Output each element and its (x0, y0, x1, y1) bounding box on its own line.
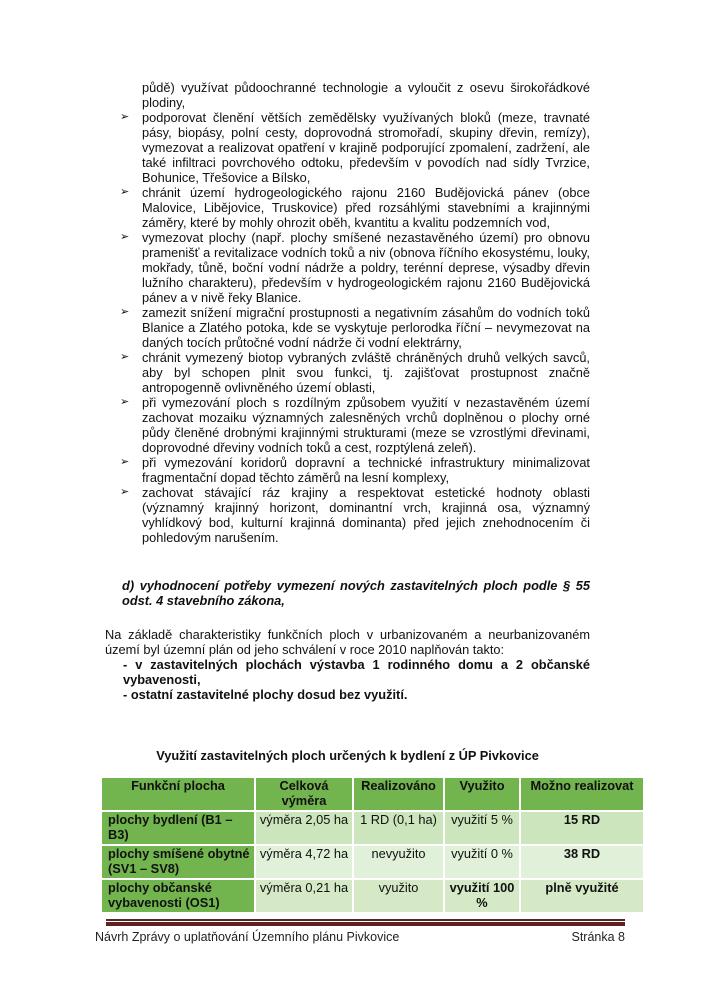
table-row (102, 880, 643, 912)
footer-document-title: Návrh Zprávy o uplatňování Územního plánu Pivkovice (95, 930, 400, 944)
footer-rule-thick-line (106, 922, 625, 926)
bullet-text: při vymezování koridorů dopravní a technické infrastruktury minimalizovat fragmentační dopad těchto záměrů na lesní komplexy, (142, 455, 590, 485)
table-cell: výměra 0,21 ha (256, 880, 352, 912)
table-header-row (102, 778, 643, 810)
sub-item-other: - ostatní zastavitelné plochy dosud bez využití. (123, 687, 408, 702)
section-heading: d) vyhodnocení potřeby vymezení nových zastavitelných ploch podle § 55 odst. 4 stavebního zákona, (122, 578, 590, 608)
table-cell: výměra 2,05 ha (256, 812, 352, 844)
content-area (105, 80, 590, 702)
bullet-list (105, 110, 590, 545)
table-cell: 1 RD (0,1 ha) (354, 812, 443, 844)
table-cell: využito (354, 880, 443, 912)
header-cell-vyuzito: Využito (445, 778, 519, 810)
arrow-bullet-icon: ➢ (120, 456, 130, 468)
bullet-text: podporovat členění větších zemědělsky využívaných bloků (meze, travnaté pásy, biopásy, polní cesty, doprovodná stromořadí, skupiny dřevin, remízy), vymezovat a realizovat opatření v krajině podporující zpomalení, zadržení, ale také infiltraci povrchového odtoku, především v povodích nad sídly Tvrzice, Bohunice, Třešovice a Bílsko, (142, 110, 590, 185)
arrow-bullet-icon: ➢ (120, 351, 130, 363)
arrow-bullet-icon: ➢ (120, 396, 130, 408)
usage-table (100, 776, 645, 914)
bullet-item (105, 395, 590, 455)
page-number: Stránka 8 (571, 930, 625, 944)
header-cell-realizovano: Realizováno (354, 778, 443, 810)
bullet-item (105, 455, 590, 485)
arrow-bullet-icon: ➢ (120, 186, 130, 198)
header-cell-mozno-realizovat: Možno realizovat (521, 778, 643, 810)
bullet-text: zachovat stávající ráz krajiny a respektovat estetické hodnoty oblasti (významný krajinný horizont, dominantní vrch, krajinná osa, významný vyhlídkový bod, kulturní krajinná dominanta) před jejich znehodnocením či pohledovým narušením. (142, 485, 590, 545)
bullet-item (105, 185, 590, 230)
table-cell: výměra 4,72 ha (256, 846, 352, 878)
bullet-text: chránit vymezený biotop vybraných zvláště chráněných druhů velkých savců, aby byl schopen plnit svou funkci, tj. zajišťovat prostupnost značně antropogenně ovlivněného území oblasti, (142, 350, 590, 395)
row-label-cell: plochy bydlení (B1 – B3) (102, 812, 254, 844)
sub-item-built-up: - v zastavitelných plochách výstavba 1 rodinného domu a 2 občanské vybavenosti, (123, 657, 590, 687)
intro-paragraph: Na základě charakteristiky funkčních ploch v urbanizovaném a neurbanizovaném území byl územní plán od jeho schválení v roce 2010 naplňován takto: (105, 627, 590, 657)
row-label-cell: plochy smíšené obytné (SV1 – SV8) (102, 846, 254, 878)
table-row (102, 812, 643, 844)
row-label-cell: plochy občanské vybavenosti (OS1) (102, 880, 254, 912)
table-cell: využití 5 % (445, 812, 519, 844)
arrow-bullet-icon: ➢ (120, 231, 130, 243)
arrow-bullet-icon: ➢ (120, 306, 130, 318)
header-cell-celkova-vymera: Celková výměra (256, 778, 352, 810)
bullet-text: při vymezování ploch s rozdílným způsobem využití v nezastavěném území zachovat mozaiku významných zalesněných vrchů doplněnou o plochy orné půdy členěné drobnými krajinnými strukturami (meze se vzrostlými dřevinami, doprovodné dřeviny vodních toků a cest, rozptýlená zeleň). (142, 395, 590, 455)
bullet-item (105, 485, 590, 545)
bullet-item (105, 230, 590, 305)
table-title: Využití zastavitelných ploch určených k bydlení z ÚP Pivkovice (156, 748, 539, 763)
arrow-bullet-icon: ➢ (120, 111, 130, 123)
table-cell: 38 RD (521, 846, 643, 878)
table-cell: nevyužito (354, 846, 443, 878)
table-cell: využití 0 % (445, 846, 519, 878)
arrow-bullet-icon: ➢ (120, 486, 130, 498)
header-cell-funkcni-plocha: Funkční plocha (102, 778, 254, 810)
table-cell: 15 RD (521, 812, 643, 844)
bullet-item (105, 350, 590, 395)
bullet-item (105, 110, 590, 185)
footer-rule (95, 919, 625, 926)
bullet-item (105, 305, 590, 350)
continuation-text: půdě) využívat půdoochranné technologie a vyloučit z osevu širokořádkové plodiny, (142, 80, 590, 110)
bullet-text: zamezit snížení migrační prostupnosti a negativním zásahům do vodních toků Blanice a Zlatého potoka, kde se vyskytuje perlorodka říční – nevymezovat na daných tocích průtočné vodní nádrže či vodní elektrárny, (142, 305, 590, 350)
table-cell: využití 100 % (445, 880, 519, 912)
footer-text-row (95, 930, 625, 945)
table-row (102, 846, 643, 878)
table-cell: plně využité (521, 880, 643, 912)
bullet-text: chránit území hydrogeologického rajonu 2160 Budějovická pánev (obce Malovice, Libějovice, Truskovice) před rozsáhlými stavebními a krajinnými záměry, které by mohly ohrozit oběh, kvantitu a kvalitu podzemních vod, (142, 185, 590, 230)
page-footer (95, 919, 625, 945)
bullet-text: vymezovat plochy (např. plochy smíšené nezastavěného území) pro obnovu pramenišť a revitalizace vodních toků a niv (obnova říčního ekosystému, louky, mokřady, tůně, boční vodní nádrže a poldry, terénní deprese, výsadby dřevin lužního charakteru), především v hydrogeologickém rajonu 2160 Budějovická pánev a v nivě řeky Blanice. (142, 230, 590, 305)
